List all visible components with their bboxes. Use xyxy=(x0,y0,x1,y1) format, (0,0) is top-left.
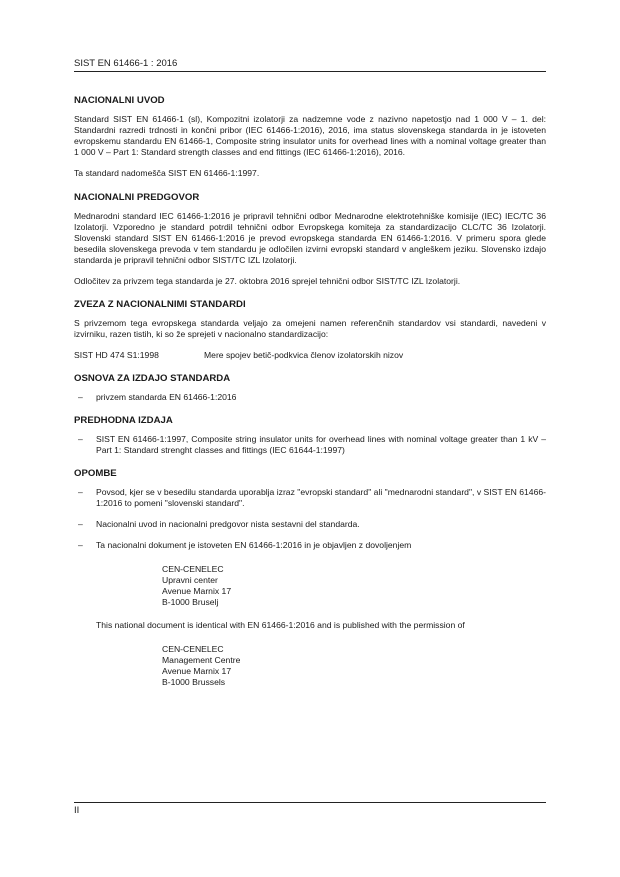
address-line: CEN-CENELEC xyxy=(162,644,224,654)
heading-zveza: ZVEZA Z NACIONALNIMI STANDARDI xyxy=(74,299,246,310)
predgovor-paragraph-2: Odločitev za privzem tega standarda je 27. oktobra 2016 sprejel tehnični odbor SIST/TC IZL Izolatorji. xyxy=(74,276,461,286)
document-page xyxy=(74,58,546,688)
address-line: CEN-CENELEC xyxy=(162,564,224,574)
uvod-paragraph-2: Ta standard nadomešča SIST EN 61466-1:1997. xyxy=(74,168,260,178)
running-header: SIST EN 61466-1 : 2016 xyxy=(74,58,546,72)
predgovor-paragraph-1: Mednarodni standard IEC 61466-1:2016 je pripravil tehnični odbor Mednarodne elektrotehniške komisije (IEC) IEC/TC 36 Izolatorji. Vzporedno je standard potrdil tehnični odbor Evropskega komiteja za standardizacijo CLC/TC 36 Izolatorji. Slovenski standard SIST EN 61466-1:2016 je prevod evropskega standarda EN 61466-1:2016. V primeru spora glede besedila slovenskega prevoda v tem standardu je odločilen izvirni evropski standard v angleškem jeziku. Slovensko izdajo standarda je pripravil tehnični odbor SIST/TC IZL Izolatorji. xyxy=(74,211,546,265)
list-item xyxy=(74,487,546,509)
osnova-item: privzem standarda EN 61466-1:2016 xyxy=(96,392,237,402)
reference-row xyxy=(74,350,546,361)
address-line: Management Centre xyxy=(162,655,241,665)
heading-nacionalni-uvod: NACIONALNI UVOD xyxy=(74,95,165,106)
address-line: B-1000 Brussels xyxy=(162,677,226,687)
page-number: II xyxy=(74,802,546,816)
address-line: B-1000 Bruselj xyxy=(162,597,219,607)
address-block-en xyxy=(162,644,546,688)
heading-opombe: OPOMBE xyxy=(74,468,117,479)
heading-predhodna-izdaja: PREDHODNA IZDAJA xyxy=(74,415,173,426)
dash-bullet: – xyxy=(78,519,83,529)
opombe-item-3: Ta nacionalni dokument je istoveten EN 61466-1:2016 in je objavljen z dovoljenjem xyxy=(96,540,412,550)
list-item xyxy=(74,392,546,403)
english-note-row xyxy=(74,620,546,631)
zveza-paragraph: S privzemom tega evropskega standarda veljajo za omejeni namen referenčnih standardov vsi standardi, navedeni v izvirniku, razen tistih, ki so že sprejeti v nacionalno standardizacijo: xyxy=(74,318,546,339)
opombe-item-1: Povsod, kjer se v besedilu standarda uporablja izraz "evropski standard" ali "mednarodni standard", v SIST EN 61466-1:2016 to pomeni "slovenski standard". xyxy=(96,487,546,508)
list-item xyxy=(74,434,546,456)
list-item xyxy=(74,540,546,551)
dash-bullet: – xyxy=(78,434,83,444)
reference-code: SIST HD 474 S1:1998 xyxy=(74,350,159,360)
heading-nacionalni-predgovor: NACIONALNI PREDGOVOR xyxy=(74,192,200,203)
opombe-item-2: Nacionalni uvod in nacionalni predgovor nista sestavni del standarda. xyxy=(96,519,360,529)
dash-bullet: – xyxy=(78,540,83,550)
address-line: Avenue Marnix 17 xyxy=(162,666,232,676)
list-item xyxy=(74,519,546,530)
address-block-sl xyxy=(162,564,546,608)
heading-osnova: OSNOVA ZA IZDAJO STANDARDA xyxy=(74,373,231,384)
predhodna-item: SIST EN 61466-1:1997, Composite string insulator units for overhead lines with nominal voltage greater than 1 kV – Part 1: Standard strenght classes and fittings (IEC 61644-1:1997) xyxy=(96,434,546,455)
english-note: This national document is identical with EN 61466-1:2016 and is published with the permission of xyxy=(96,620,465,630)
uvod-paragraph-1: Standard SIST EN 61466-1 (sl), Kompozitni izolatorji za nadzemne vode z nazivno napetostjo nad 1 000 V – 1. del: Standardni razredi trdnosti in končni pribor (IEC 61466-1:2016), 2016, ima status slovenskega standarda in je istoveten evropskemu standardu EN 61466-1, Composite string insulator units for overhead lines with a nominal voltage greater than 1 000 V – Part 1: Standard strength classes and end fittings (IEC 61466-1:2016), 2016. xyxy=(74,114,546,157)
reference-title: Mere spojev betič-podkvica členov izolatorskih nizov xyxy=(204,350,404,360)
dash-bullet: – xyxy=(78,487,83,497)
dash-bullet: – xyxy=(78,392,83,402)
address-line: Avenue Marnix 17 xyxy=(162,586,232,596)
address-line: Upravni center xyxy=(162,575,218,585)
